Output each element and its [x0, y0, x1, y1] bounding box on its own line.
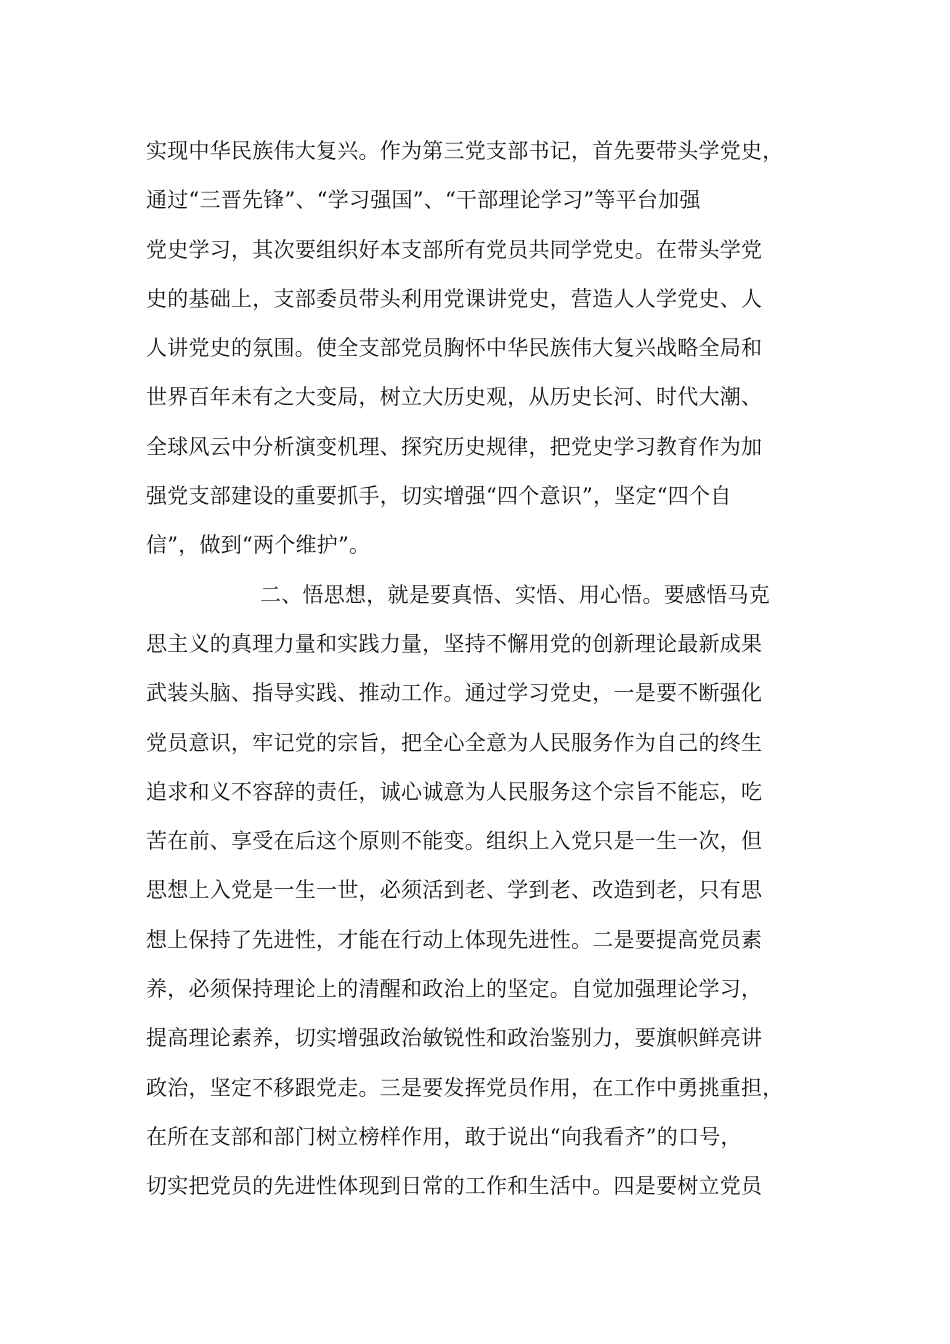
text-line: 通过“三晋先锋”、“学习强国”、“干部理论学习”等平台加强 [146, 188, 701, 213]
text-line: 在所在支部和部门树立榜样作用，敢于说出“向我看齐”的口号， [146, 1124, 742, 1149]
text-line: 世界百年未有之大变局，树立大历史观，从历史长河、时代大潮、 [146, 385, 763, 410]
text-line: 史的基础上，支部委员带头利用党课讲党史，营造人人学党史、人 [146, 286, 763, 311]
text-line: 实现中华民族伟大复兴。作为第三党支部书记，首先要带头学党史， [146, 139, 784, 163]
text-line: 强党支部建设的重要抓手，切实增强“四个意识”，坚定“四个自 [146, 484, 732, 509]
text-line: 武装头脑、指导实践、推动工作。通过学习党史，一是要不断强化 [146, 681, 763, 706]
text-line: 全球风云中分析演变机理、探究历史规律，把党史学习教育作为加 [146, 434, 763, 459]
text-line: 养，必须保持理论上的清醒和政治上的坚定。自觉加强理论学习， [146, 977, 763, 1002]
text-line: 苦在前、享受在后这个原则不能变。组织上入党只是一生一次，但 [146, 829, 763, 854]
section-heading-line: 二、悟思想，就是要真悟、实悟、用心悟。要感悟马克 [260, 582, 770, 607]
text-line: 想上保持了先进性，才能在行动上体现先进性。二是要提高党员素 [146, 927, 763, 952]
text-line: 政治，坚定不移跟党走。三是要发挥党员作用，在工作中勇挑重担， [146, 1075, 784, 1100]
text-line: 追求和义不容辞的责任，诚心诚意为人民服务这个宗旨不能忘，吃 [146, 779, 763, 804]
text-line: 切实把党员的先进性体现到日常的工作和生活中。四是要树立党员 [146, 1174, 763, 1199]
text-line: 思想上入党是一生一世，必须活到老、学到老、改造到老，只有思 [146, 878, 763, 903]
text-line: 党员意识，牢记党的宗旨，把全心全意为人民服务作为自己的终生 [146, 730, 763, 755]
text-line: 思主义的真理力量和实践力量，坚持不懈用党的创新理论最新成果 [146, 631, 763, 656]
body-text [146, 127, 816, 1212]
text-line: 信”，做到“两个维护”。 [146, 533, 371, 558]
text-line: 党史学习，其次要组织好本支部所有党员共同学党史。在带头学党 [146, 237, 763, 262]
text-line: 提高理论素养，切实增强政治敏锐性和政治鉴别力，要旗帜鲜亮讲 [146, 1026, 763, 1051]
text-line: 人讲党史的氛围。使全支部党员胸怀中华民族伟大复兴战略全局和 [146, 336, 763, 361]
